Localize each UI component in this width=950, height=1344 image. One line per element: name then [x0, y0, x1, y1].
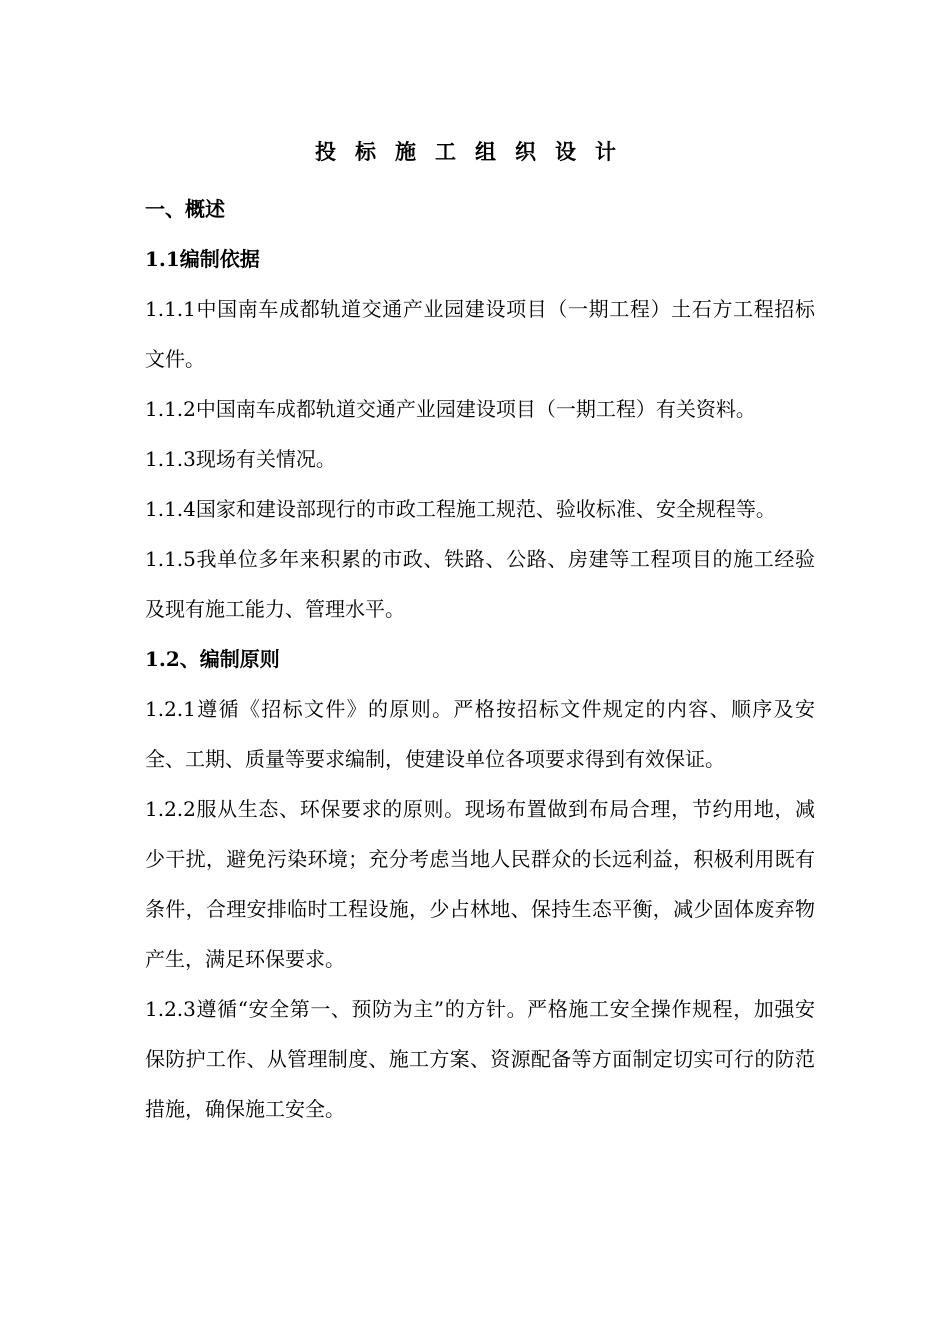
section-heading-principles: 1.2、编制原则: [145, 647, 280, 671]
document-body: [145, 184, 815, 1134]
paragraph-1-1-4: 1.1.4国家和建设部现行的市政工程施工规范、验收标准、安全规程等。: [145, 497, 776, 521]
paragraph-1-2-1: 1.2.1遵循《招标文件》的原则。严格按招标文件规定的内容、顺序及安全、工期、质量等要求编制，使建设单位各项要求得到有效保证。: [145, 697, 815, 771]
paragraph-1-1-5: 1.1.5我单位多年来积累的市政、铁路、公路、房建等工程项目的施工经验及现有施工能力、管理水平。: [145, 547, 815, 621]
paragraph-1-1-1: 1.1.1中国南车成都轨道交通产业园建设项目（一期工程）土石方工程招标文件。: [145, 297, 815, 371]
paragraph-1-1-2: 1.1.2中国南车成都轨道交通产业园建设项目（一期工程）有关资料。: [145, 397, 756, 421]
document-title: 投标施工组织设计: [315, 139, 635, 164]
section-heading-overview: 一、概述: [145, 197, 225, 221]
paragraph-1-2-2: 1.2.2服从生态、环保要求的原则。现场布置做到布局合理，节约用地，减少干扰，避免污染环境；充分考虑当地人民群众的长远利益，积极利用既有条件，合理安排临时工程设施，少占林地、保持生态平衡，减少固体废弃物产生，满足环保要求。: [145, 797, 815, 971]
section-heading-basis: 1.1编制依据: [145, 247, 260, 271]
paragraph-1-2-3: 1.2.3遵循“安全第一、预防为主”的方针。严格施工安全操作规程，加强安保防护工作、从管理制度、施工方案、资源配备等方面制定切实可行的防范措施，确保施工安全。: [145, 997, 815, 1121]
paragraph-1-1-3: 1.1.3现场有关情况。: [145, 447, 336, 471]
